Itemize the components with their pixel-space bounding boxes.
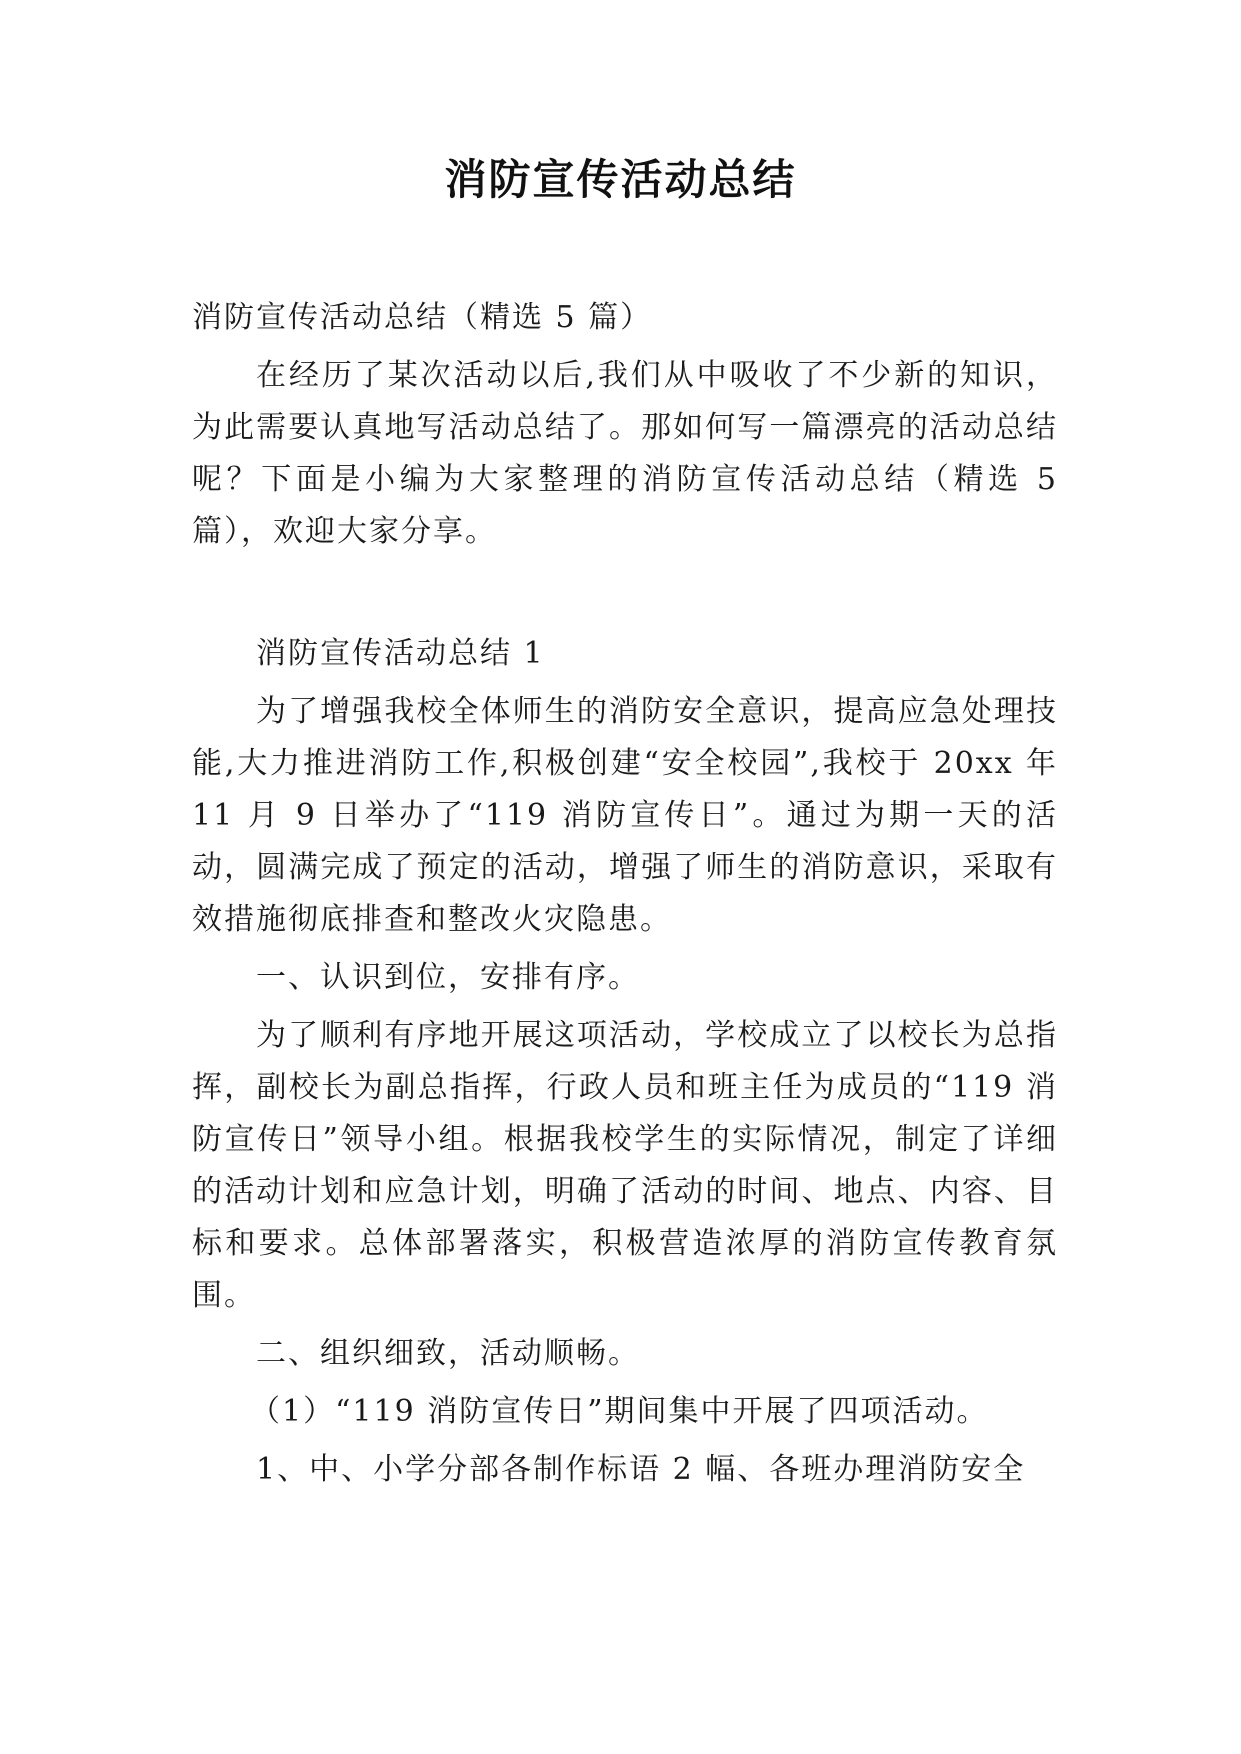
- document-title: 消防宣传活动总结: [444, 155, 797, 204]
- section-gap: [192, 564, 1058, 628]
- document-subtitle: 消防宣传活动总结（精选 5 篇）: [192, 300, 653, 335]
- document-body: [192, 292, 1058, 1502]
- section-heading: 消防宣传活动总结 1: [256, 636, 545, 671]
- list-item: 1、中、小学分部各制作标语 2 幅、各班办理消防安全: [256, 1452, 1026, 1487]
- subsection-heading: 二、组织细致，活动顺畅。: [256, 1336, 640, 1371]
- body-paragraph: 为了增强我校全体师生的消防安全意识，提高应急处理技能,大力推进消防工作,积极创建“安全校园”,我校于 20xx 年 11 月 9 日举办了“119 消防宣传日”。通过为期一天的活动，圆满完成了预定的活动，增强了师生的消防意识，采取有效措施彻底排查和整改火灾隐患。: [192, 694, 1058, 937]
- subsection-heading: 一、认识到位，安排有序。: [256, 960, 640, 995]
- body-paragraph: 为了顺利有序地开展这项活动，学校成立了以校长为总指挥，副校长为副总指挥，行政人员和班主任为成员的“119 消防宣传日”领导小组。根据我校学生的实际情况，制定了详细的活动计划和应急计划，明确了活动的时间、地点、内容、目标和要求。总体部署落实，积极营造浓厚的消防宣传教育氛围。: [192, 1018, 1058, 1313]
- list-heading: （1）“119 消防宣传日”期间集中开展了四项活动。: [250, 1394, 989, 1429]
- intro-paragraph: 在经历了某次活动以后,我们从中吸收了不少新的知识，为此需要认真地写活动总结了。那如何写一篇漂亮的活动总结呢？下面是小编为大家整理的消防宣传活动总结（精选 5 篇），欢迎大家分享。: [192, 358, 1058, 549]
